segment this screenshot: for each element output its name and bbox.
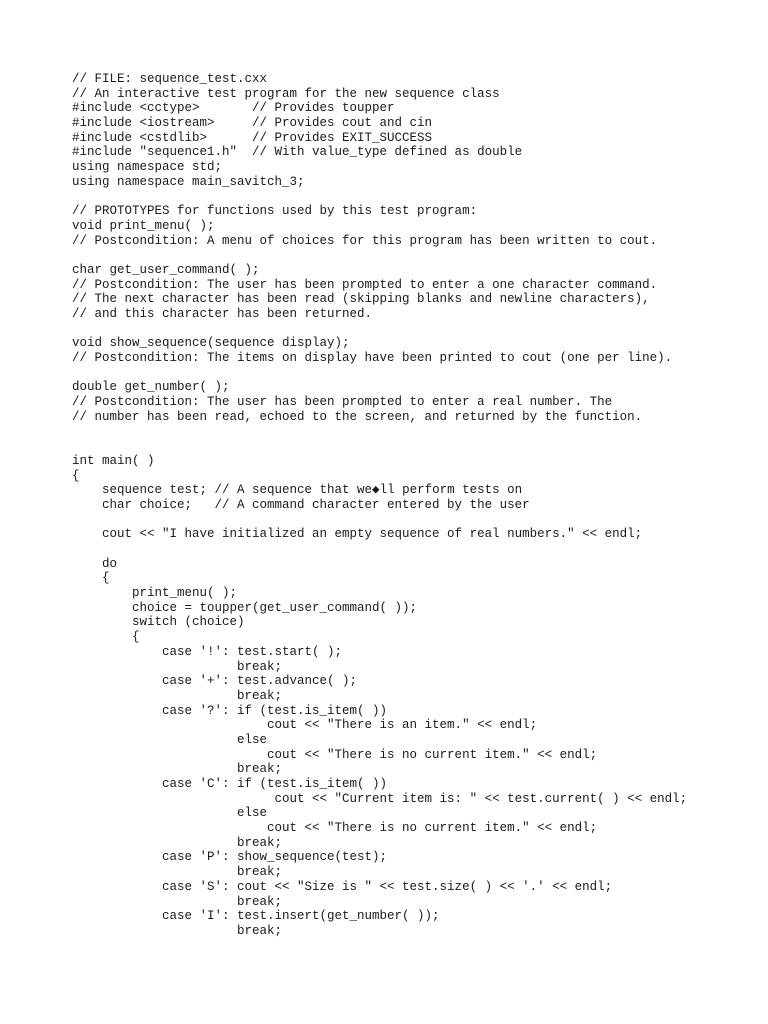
code-line — [72, 366, 687, 381]
code-line — [72, 248, 687, 263]
code-line — [72, 190, 687, 205]
code-line: break; — [72, 865, 283, 880]
code-line: // The next character has been read (skipping blanks and newline characters), — [72, 292, 650, 307]
code-line — [72, 322, 687, 337]
code-line: int main( ) — [72, 453, 155, 468]
code-line: case '!': test.start( ); — [72, 644, 343, 659]
code-line — [72, 542, 687, 557]
code-line: #include <cstdlib> // Provides EXIT_SUCCESS — [72, 130, 433, 145]
code-line: break; — [72, 762, 283, 777]
code-line: choice = toupper(get_user_command( )); — [72, 600, 418, 615]
code-line: #include "sequence1.h" // With value_type defined as double — [72, 145, 523, 160]
code-line: else — [72, 806, 268, 821]
code-line: do — [72, 556, 118, 571]
code-line — [72, 513, 687, 528]
code-line: { — [72, 468, 80, 483]
code-line: { — [72, 571, 110, 586]
code-line: case 'S': cout << "Size is " << test.size( ) << '.' << endl; — [72, 879, 613, 894]
code-line: break; — [72, 923, 283, 938]
code-line: // Postcondition: The user has been prompted to enter a real number. The — [72, 395, 613, 410]
code-line: sequence test; // A sequence that we◆ll perform tests on — [72, 483, 523, 498]
code-line: cout << "Current item is: " << test.current( ) << endl; — [72, 791, 688, 806]
code-line: case 'C': if (test.is_item( )) — [72, 777, 388, 791]
code-line: break; — [72, 688, 283, 703]
code-line: // PROTOTYPES for functions used by this test program: — [72, 204, 478, 219]
code-line: #include <cctype> // Provides toupper — [72, 101, 395, 116]
code-line: // and this character has been returned. — [72, 307, 373, 321]
code-line: // Postcondition: The items on display have been printed to cout (one per line). — [72, 351, 673, 366]
code-line — [72, 425, 687, 440]
code-line: break; — [72, 835, 283, 850]
code-line: case '?': if (test.is_item( )) — [72, 703, 388, 718]
code-line: case 'P': show_sequence(test); — [72, 850, 388, 865]
code-line: double get_number( ); — [72, 380, 230, 395]
code-line: using namespace main_savitch_3; — [72, 174, 305, 189]
code-line: void show_sequence(sequence display); — [72, 336, 350, 351]
code-line: { — [72, 630, 140, 645]
code-line: cout << "There is an item." << endl; — [72, 718, 538, 733]
code-line: // Postcondition: The user has been prompted to enter a one character command. — [72, 277, 658, 292]
code-line: char choice; // A command character entered by the user — [72, 497, 530, 512]
code-line: case '+': test.advance( ); — [72, 674, 358, 689]
code-line: case 'I': test.insert(get_number( )); — [72, 909, 440, 924]
code-line: // number has been read, echoed to the screen, and returned by the function. — [72, 409, 643, 424]
code-line: // Postcondition: A menu of choices for this program has been written to cout. — [72, 233, 658, 248]
code-listing — [72, 72, 687, 939]
code-line: void print_menu( ); — [72, 218, 215, 233]
code-line: using namespace std; — [72, 160, 223, 175]
code-line: switch (choice) — [72, 615, 245, 630]
code-line: #include <iostream> // Provides cout and cin — [72, 116, 433, 131]
code-line: cout << "I have initialized an empty sequence of real numbers." << endl; — [72, 527, 643, 542]
code-line: break; — [72, 894, 283, 909]
code-line: char get_user_command( ); — [72, 262, 260, 277]
code-line: // An interactive test program for the new sequence class — [72, 86, 500, 101]
code-line: // FILE: sequence_test.cxx — [72, 72, 268, 86]
code-line: break; — [72, 659, 283, 674]
code-line: else — [72, 732, 268, 747]
code-line: cout << "There is no current item." << endl; — [72, 821, 598, 836]
code-line — [72, 439, 687, 454]
code-line: print_menu( ); — [72, 586, 238, 601]
code-line: cout << "There is no current item." << endl; — [72, 747, 598, 762]
